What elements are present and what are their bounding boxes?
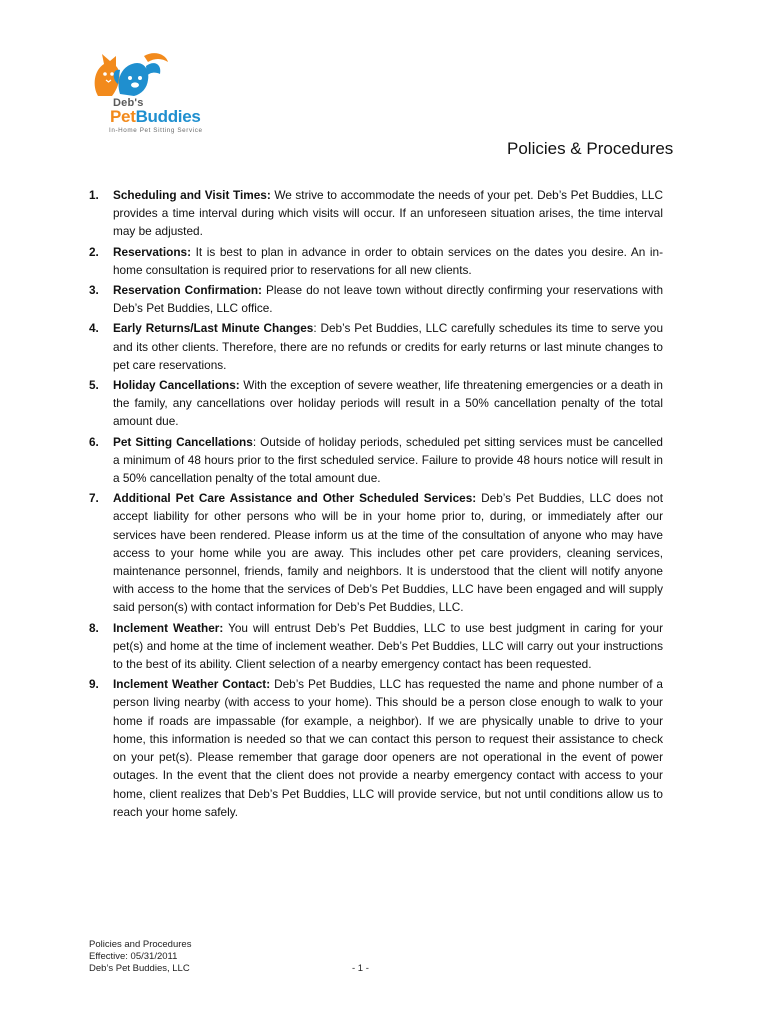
policy-item xyxy=(89,489,663,616)
policy-number: 9. xyxy=(89,677,99,692)
policy-item xyxy=(89,319,663,374)
logo-name xyxy=(110,107,201,127)
policy-term: Reservation Confirmation: xyxy=(113,283,262,298)
policy-term: Holiday Cancellations: xyxy=(113,378,240,393)
policy-text: : Deb’s Pet Buddies, LLC carefully schedules its time to serve you and its other clients. Therefore, there are no refunds or credits for early returns or last minute changes to pet care reservations. xyxy=(113,321,664,372)
policy-text: Deb’s Pet Buddies, LLC does not accept liability for other persons who will be in your home prior to, during, or immediately after our services have been rendered. Please inform us at the time of the consultation of anyone who may have access to your home while you are away. This includes other pet care providers, cleaning services, maintenance personnel, friends, family and neighbors. It is understood that the client will notify anyone with access to the home that the services of Deb’s Pet Buddies, LLC have been engaged and will supply said person(s) with contact information for Deb’s Pet Buddies, LLC. xyxy=(113,491,663,615)
policy-item xyxy=(89,186,663,241)
policy-term: Inclement Weather: xyxy=(113,620,224,635)
policy-number: 4. xyxy=(89,321,99,336)
policy-item xyxy=(89,376,663,431)
policy-term: Reservations: xyxy=(113,244,192,259)
policy-number: 5. xyxy=(89,378,99,393)
logo-debs-text: Deb's xyxy=(113,97,144,109)
policy-number: 1. xyxy=(89,188,99,202)
footer-company: Deb’s Pet Buddies, LLC xyxy=(89,963,190,974)
footer-doc-title: Policies and Procedures xyxy=(89,939,192,950)
page-footer xyxy=(89,939,191,975)
policy-text: We strive to accommodate the needs of your pet. Deb’s Pet Buddies, LLC provides a time interval during which visits will occur. If an unforeseen situation arises, the time interval may be adjusted. xyxy=(113,188,664,239)
company-logo xyxy=(86,50,216,140)
page-title: Policies & Procedures xyxy=(507,139,674,158)
policy-text: Please do not leave town without directly confirming your reservations with Deb’s Pet Buddies, LLC office. xyxy=(113,283,663,316)
policy-number: 2. xyxy=(89,244,99,259)
policy-term: Scheduling and Visit Times: xyxy=(113,188,271,202)
policy-text: Deb’s Pet Buddies, LLC has requested the name and phone number of a person living nearby (with access to your home). This should be a person close enough to walk to your home if roads are impassable (for example, a neighbor). If we are physically unable to drive to your home, this information is needed so that we can contact this person to request their assistance to check on your pet(s). Please remember that garage door openers are not operational in the event of power outages. In the event that the client does not provide a nearby emergency contact with access to your home, client realizes that Deb’s Pet Buddies, LLC will provide service, but not until conditions allow us to reach your home safely. xyxy=(113,677,663,819)
policy-number: 3. xyxy=(89,283,99,298)
logo-tagline: In-Home Pet Sitting Service xyxy=(109,127,203,134)
policy-number: 6. xyxy=(89,434,99,449)
policy-term: Early Returns/Last Minute Changes xyxy=(113,321,314,336)
policy-item xyxy=(89,433,663,488)
policy-text: With the exception of severe weather, life threatening emergencies or a death in the family, any cancellations over holiday periods will result in a 50% cancellation penalty of the total amount due. xyxy=(113,378,663,429)
policy-term: Additional Pet Care Assistance and Other Scheduled Services: xyxy=(113,491,477,506)
policy-item xyxy=(89,243,663,279)
pet-buddies-logo-icon xyxy=(90,50,180,102)
policy-item xyxy=(89,675,663,821)
policy-term: Pet Sitting Cancellations xyxy=(113,434,253,449)
policy-number: 8. xyxy=(89,620,99,635)
policy-text: : Outside of holiday periods, scheduled pet sitting services must be cancelled a minimum of 48 hours prior to the first scheduled service. Failure to provide 48 hours notice will result in a 50% cancellation penalty of the total amount due. xyxy=(113,434,663,486)
logo-pet-text: Pet xyxy=(110,107,136,126)
policy-text: It is best to plan in advance in order to obtain services on the dates you desire. An in-home consultation is required prior to reservations for all new clients. xyxy=(113,244,663,277)
policy-text: You will entrust Deb’s Pet Buddies, LLC to use best judgment in caring for your pet(s) and home at the time of inclement weather. Deb’s Pet Buddies, LLC will carry out your instructions to the best of its ability. Client selection of a nearby emergency contact has been requested. xyxy=(113,620,663,672)
policy-item xyxy=(89,619,663,674)
logo-buddies-text: Buddies xyxy=(135,107,201,126)
policy-term: Inclement Weather Contact: xyxy=(113,677,271,692)
policy-number: 7. xyxy=(89,491,99,506)
page-number: - 1 - xyxy=(352,963,369,974)
policy-list xyxy=(89,186,663,823)
policy-item xyxy=(89,281,663,317)
footer-effective-date: Effective: 05/31/2011 xyxy=(89,951,178,962)
